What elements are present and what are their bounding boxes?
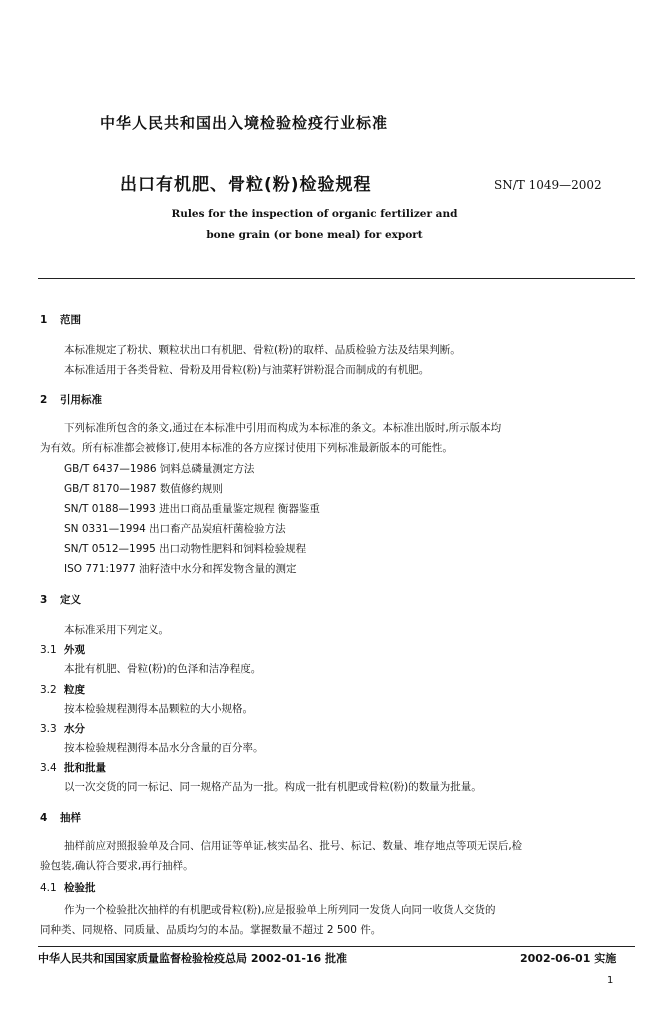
footer-divider [38, 946, 635, 947]
clause-number: 3.4 [40, 762, 57, 774]
definition-3-1-text: 本批有机肥、骨粒(粉)的色泽和洁净程度。 [64, 663, 262, 675]
section-title: 范围 [60, 314, 81, 326]
effective-date: 2002-06-01 实施 [520, 952, 617, 965]
section-4-heading [40, 810, 81, 825]
section-1-heading [40, 312, 81, 327]
page-number: 1 [607, 975, 614, 986]
clause-label: 粒度 [64, 684, 85, 696]
section-title: 定义 [60, 594, 81, 606]
reference-standard-item: GB/T 6437—1986 饲料总磷量测定方法 [64, 463, 255, 475]
clause-label: 检验批 [64, 882, 96, 894]
definition-3-2-heading [40, 682, 85, 697]
issuing-body-title: 中华人民共和国出入境检验检疫行业标准 [100, 114, 389, 132]
section-4-paragraph-line-1: 抽样前应对照报验单及合同、信用证等单证,核实品名、批号、标记、数量、堆存地点等项无误后,检 [64, 840, 523, 852]
reference-standard-item: ISO 771:1977 油籽渣中水分和挥发物含量的测定 [64, 563, 297, 575]
clause-number: 3.1 [40, 644, 57, 656]
clause-4-1-text-line-1: 作为一个检验批次抽样的有机肥或骨粒(粉),应是报验单上所列同一发货人向同一收货人交货的 [64, 904, 496, 916]
definition-3-3-heading [40, 721, 85, 736]
section-title: 引用标准 [60, 394, 102, 406]
english-title-line-1: Rules for the inspection of organic fertilizer and [171, 208, 458, 220]
section-1-paragraph-1: 本标准规定了粉状、颗粒状出口有机肥、骨粒(粉)的取样、品质检验方法及结果判断。 [64, 344, 461, 356]
definition-3-3-text: 按本检验规程测得本品水分含量的百分率。 [64, 742, 264, 754]
clause-label: 批和批量 [64, 762, 106, 774]
section-3-heading [40, 592, 81, 607]
clause-number: 3.2 [40, 684, 57, 696]
reference-standard-item: SN 0331—1994 出口畜产品炭疽杆菌检验方法 [64, 523, 286, 535]
section-1-paragraph-2: 本标准适用于各类骨粒、骨粉及用骨粒(粉)与油菜籽饼粉混合而制成的有机肥。 [64, 364, 430, 376]
section-4-paragraph-line-2: 验包装,确认符合要求,再行抽样。 [40, 860, 194, 872]
clause-4-1-text-line-2: 同种类、同规格、同质量、品质均匀的本品。掌握数量不超过 2 500 件。 [40, 924, 382, 936]
section-2-paragraph-line-1: 下列标准所包含的条文,通过在本标准中引用而构成为本标准的条文。本标准出版时,所示版本均 [64, 422, 502, 434]
reference-standard-item: SN/T 0512—1995 出口动物性肥料和饲料检验规程 [64, 543, 307, 555]
english-title-line-2: bone grain (or bone meal) for export [206, 229, 423, 241]
definition-3-4-heading [40, 760, 106, 775]
section-title: 抽样 [60, 812, 81, 824]
section-number: 2 [40, 394, 48, 406]
section-number: 3 [40, 594, 48, 606]
section-number: 1 [40, 314, 48, 326]
clause-label: 外观 [64, 644, 85, 656]
clause-number: 4.1 [40, 882, 57, 894]
reference-standard-item: GB/T 8170—1987 数值修约规则 [64, 483, 223, 495]
clause-label: 水分 [64, 723, 85, 735]
header-divider [38, 278, 635, 279]
section-2-heading [40, 392, 102, 407]
section-3-intro: 本标准采用下列定义。 [64, 624, 169, 636]
standard-number: SN/T 1049—2002 [494, 178, 602, 192]
definition-3-2-text: 按本检验规程测得本品颗粒的大小规格。 [64, 703, 253, 715]
clause-number: 3.3 [40, 723, 57, 735]
reference-standard-item: SN/T 0188—1993 进出口商品重量鉴定规程 衡器鉴重 [64, 503, 320, 515]
approval-statement: 中华人民共和国国家质量监督检验检疫总局 2002-01-16 批准 [38, 952, 348, 965]
clause-4-1-heading [40, 880, 96, 895]
definition-3-4-text: 以一次交货的同一标记、同一规格产品为一批。构成一批有机肥或骨粒(粉)的数量为批量。 [64, 781, 482, 793]
definition-3-1-heading [40, 642, 85, 657]
document-title: 出口有机肥、骨粒(粉)检验规程 [120, 175, 372, 195]
section-number: 4 [40, 812, 48, 824]
section-2-paragraph-line-2: 为有效。所有标准都会被修订,使用本标准的各方应探讨使用下列标准最新版本的可能性。 [40, 442, 453, 454]
